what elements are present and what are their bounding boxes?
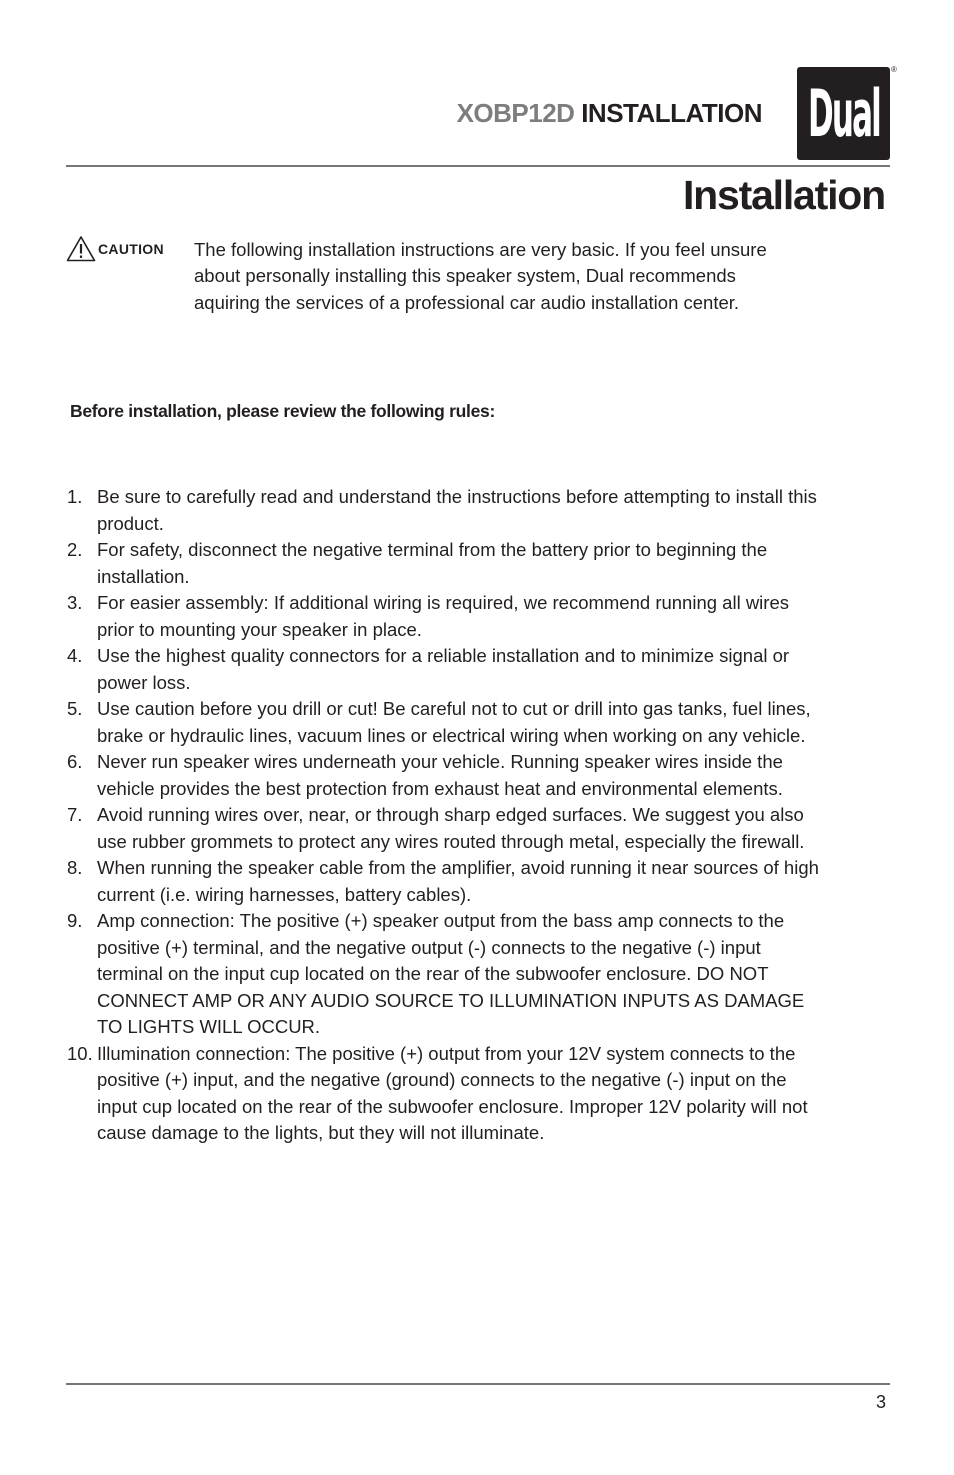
list-item-number: 4. (67, 645, 83, 666)
list-item-text: Never run speaker wires underneath your vehicle. Running speaker wires inside the vehicle provides the best protection from exhaust heat and environmental elements. (97, 751, 783, 799)
list-item (66, 484, 826, 537)
page-number: 3 (875, 1392, 886, 1412)
footer-divider (66, 1383, 890, 1385)
list-item-text: For safety, disconnect the negative terminal from the battery prior to beginning the installation. (97, 539, 768, 587)
list-item (66, 696, 826, 749)
model-name: XOBP12D (456, 98, 575, 128)
list-item-text: Illumination connection: The positive (+) output from your 12V system connects to the positive (+) input, and the negative (ground) connects to the negative (-) input on the input cup located on the rear of the subwoofer enclosure. Improper 12V polarity will not cause damage to the lights, but they will not illuminate. (97, 1042, 808, 1143)
list-item (66, 1041, 826, 1147)
list-item-text: Avoid running wires over, near, or through sharp edged surfaces. We suggest you also use rubber grommets to protect any wires routed through metal, especially the firewall. (97, 804, 805, 852)
list-item-number: 10. (67, 1042, 93, 1064)
list-item-number: 7. (67, 804, 83, 825)
list-item-text: For easier assembly: If additional wiring is required, we recommend running all wires prior to mounting your speaker in place. (97, 592, 789, 640)
list-item-text: Be sure to carefully read and understand the instructions before attempting to install this product. (97, 486, 817, 534)
list-item-number: 8. (67, 857, 83, 878)
list-item-number: 1. (67, 486, 83, 507)
list-item-text: Amp connection: The positive (+) speaker output from the bass amp connects to the positive (+) terminal, and the negative output (-) connects to the negative (-) input terminal on the input cup located on the rear of the subwoofer enclosure. DO NOT CONNECT AMP OR ANY AUDIO SOURCE TO ILLUMINATION INPUTS AS DAMAGE TO LIGHTS WILL OCCUR. (97, 910, 805, 1037)
header-divider (66, 165, 890, 167)
list-item (66, 590, 826, 643)
list-item-number: 2. (67, 539, 83, 560)
warning-triangle-icon (66, 235, 96, 262)
list-item-text: Use caution before you drill or cut! Be careful not to cut or drill into gas tanks, fuel lines, brake or hydraulic lines, vacuum lines or electrical wiring when working on any vehicle. (97, 698, 811, 746)
page-title: Installation (682, 172, 885, 218)
list-item-text: Use the highest quality connectors for a reliable installation and to minimize signal or power loss. (97, 645, 790, 693)
logo-text: Dual (807, 75, 880, 152)
rules-heading: Before installation, please review the following rules: (70, 401, 495, 421)
caution-badge (66, 235, 164, 262)
list-item-number: 3. (67, 592, 83, 613)
list-item-number: 9. (67, 910, 83, 931)
list-item (66, 643, 826, 696)
header-title (457, 98, 762, 129)
list-item (66, 749, 826, 802)
list-item-number: 5. (67, 698, 83, 719)
registered-mark: ® (891, 65, 897, 74)
rules-list (66, 484, 826, 1147)
list-item-text: When running the speaker cable from the amplifier, avoid running it near sources of high current (i.e. wiring harnesses, battery cables). (97, 857, 819, 905)
dual-logo (797, 67, 890, 160)
list-item (66, 908, 826, 1041)
caution-text: The following installation instructions are very basic. If you feel unsure about personally installing this speaker system, Dual recommends aquiring the services of a professional car audio installation center. (194, 239, 767, 313)
list-item (66, 537, 826, 590)
list-item-number: 6. (67, 751, 83, 772)
list-item (66, 855, 826, 908)
list-item (66, 802, 826, 855)
caution-label: CAUTION (98, 240, 164, 257)
section-name: INSTALLATION (581, 98, 762, 128)
